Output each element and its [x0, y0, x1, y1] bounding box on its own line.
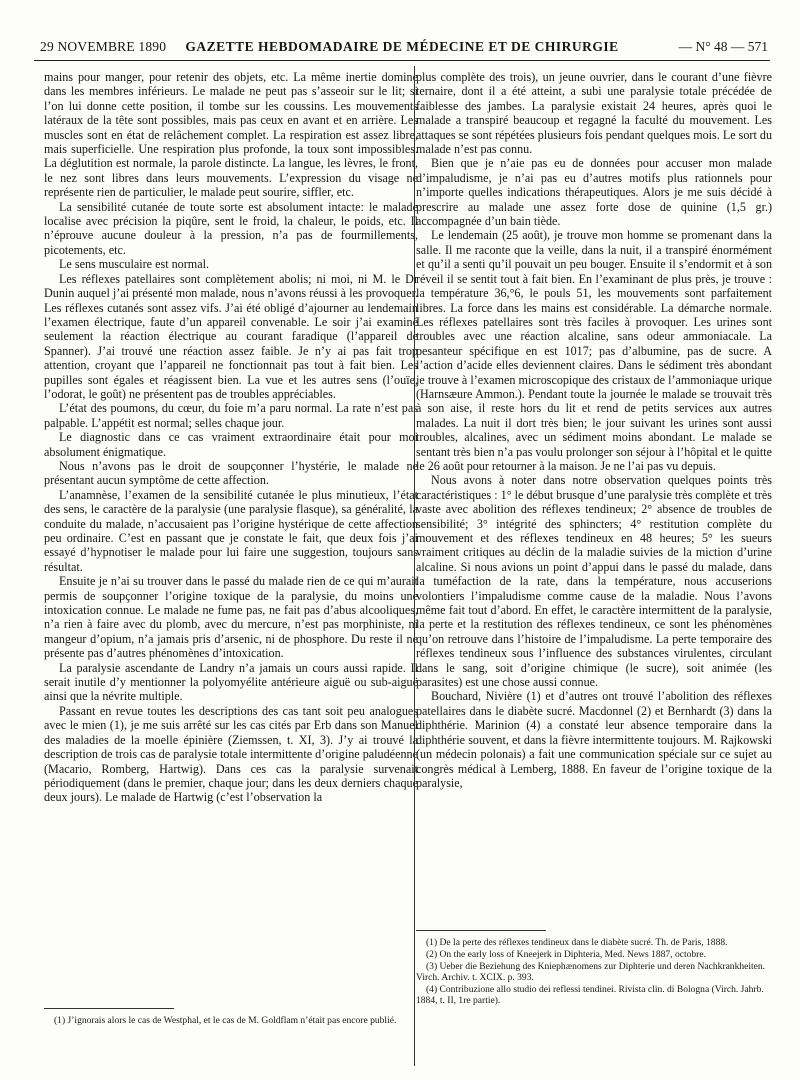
footnote: (1) De la perte des réflexes tendineux dans le diabète sucré. Th. de Paris, 1888. — [426, 937, 728, 948]
paragraph: Le diagnostic dans ce cas vraiment extraordinaire était pour moi absolument énigmatique. — [44, 430, 418, 459]
footnote: (4) Contribuzione allo studio dei reflessi tendinei. Rivista clin. di Bologna (Virch. Jahrb. 1884, t. II, 1re partie). — [416, 984, 764, 1006]
footnote: (1) J’ignorais alors le cas de Westphal, et le cas de M. Goldflam n’était pas encore publié. — [54, 1015, 397, 1026]
footnote: (3) Ueber die Beziehung des Kniephænomens zur Diphterie und deren Nachkrankheiten. Virch. Archiv. t. XCIX. p. 393. — [416, 961, 766, 983]
issue-number: — N° 48 — 571 — [678, 39, 768, 54]
left-column — [44, 70, 418, 1026]
paragraph: Ensuite je n’ai su trouver dans le passé du malade rien de ce qui m’aurait permis de soupçonner l’origine toxique de la paralysie, du moins une intoxication connue. Le malade ne fume pas, ne fait pas d’abus alcooliques, n’a rien à faire avec du plomb, avec du mercure, n’est pas morphiniste, ni mangeur d’opium, n’a jamais pris d’arsenic, ni de phosphore. Du reste il ne présente pas d’autres phénomènes d’intoxication. — [44, 574, 418, 661]
footnote-divider — [416, 930, 546, 931]
issue-date: 29 NOVEMBRE 1890 — [40, 39, 167, 54]
paragraph: Nous avons à noter dans notre observation quelques points très caractéristiques : 1° le début brusque d’une paralysie très complète et très vaste avec abolition des réflexes tendineux; 2° absence de troubles de sensibilité; 3° intégrité des sphincters; 4° restitution complète du mouvement et des réflexes tendineux en 48 heures; 5° les sueurs vraiment critiques au déclin de la maladie suivies de la miction d’urine alcaline. Si nous avions un point d’appui dans le passé du malade, dans la tuméfaction de la rate, dans la température, nous accuserions volontiers l’impaludisme comme cause de la maladie. Nous l’avons même fait tout d’abord. En effet, le caractère intermittent de la paralysie, la perte et la restitution des réflexes tendineux, ce sont les phénomènes qu’on retrouve dans l’histoire de l’impaludisme. La perte temporaire des réflexes tendineux sous l’influence des substances virulentes, circulant dans le sang, soit d’origine chimique (le sucre), soit animée (les parasites) est une chose aussi connue. — [416, 473, 772, 690]
paragraph: Nous n’avons pas le droit de soupçonner l’hystérie, le malade ne présentant aucun symptôme de cette affection. — [44, 458, 418, 488]
left-footnotes — [44, 1000, 418, 1026]
article-columns — [34, 70, 770, 1066]
footnote: (2) On the early loss of Kneejerk in Diphteria, Med. News 1887, octobre. — [426, 949, 706, 960]
paragraph: plus complète des trois), un jeune ouvrier, dans le courant d’une fièvre ternaire, dont il a été atteint, a subi une paralysie totale précédée de faiblesse des jambes. La paralysie existait 24 heures, après quoi le malade a transpiré beaucoup et regagné la faculté du mouvement. Les attaques se sont répétées plusieurs fois pendant quelques mois. Le sort du malade n’est pas connu. — [416, 70, 772, 157]
paragraph: mains pour manger, pour retenir des objets, etc. La même inertie domine dans les membres inférieurs. Le malade ne peut pas s’asseoir sur le lit; si l’on lui donne cette position, il tombe sur les coussins. Les mouvements latéraux de la tête sont possibles, mais pas ceux en avant et en arrière. Les muscles sont en état de relâchement complet. La respiration est assez libre, mais superficielle. Une respiration plus profonde, la toux sont impossibles. La déglutition est normale, la parole distincte. La langue, les lèvres, le front, le nez sont libres dans leurs mouvements. L’expression du visage ne représente rien de particulier, le malade peut sourire, siffler, etc. — [44, 70, 418, 200]
paragraph: L’anamnèse, l’examen de la sensibilité cutanée le plus minutieux, l’état des sens, le caractère de la paralysie (une paralysie flasque), sa généralité, la conduite du malade, n’accusaient pas l’origine hystérique de cette affection peu ordinaire. C’est en passant que je constate le fait, que deux fois j’ai essayé d’hypnotiser le malade pour lui faire une suggestion, toujours sans résultat. — [44, 487, 418, 574]
right-column — [416, 70, 772, 1006]
paragraph: Passant en revue toutes les descriptions des cas tant soit peu analogues avec le mien (1), je me suis arrêté sur les cas cités par Erb dans son Manuel des maladies de la moelle épinière (Ziemssen, t. XI, 3). J’y ai trouvé la description de trois cas de paralysie totale intermittente d’origine paludéenne (Macario, Romberg, Hartwig). Dans ces cas la paralysie survenait périodiquement (dans le premier, chaque jour; dans les deux derniers chaque deux jours). Le malade de Hartwig (c’est l’observation la — [44, 703, 418, 805]
journal-title: GAZETTE HEBDOMADAIRE DE MÉDECINE ET DE CHIRURGIE — [185, 39, 619, 54]
paragraph: Les réflexes patellaires sont complètement abolis; ni moi, ni M. le Dr Dunin auquel j’ai présenté mon malade, nous n’avons réussi à les provoquer. Les réflexes cutanés sont assez vifs. J’ai été obligé d’ajourner au lendemain l’examen électrique, faute d’un appareil convenable. Le soir j’ai examiné seulement la réaction électrique au courant faradique (l’appareil de Spanner). J’ai trouvé une réaction assez faible. Je n’y ai pas fait trop attention, croyant que l’appareil ne fonctionnait pas tout à fait bien. Les pupilles sont égales et réagissent bien. La vue et les autres sens (l’ouïe, l’odorat, le goût) ne présentent pas de troubles appréciables. — [44, 271, 418, 401]
column-divider — [414, 66, 415, 1066]
paragraph: La sensibilité cutanée de toute sorte est absolument intacte: le malade localise avec précision la piqûre, sent le froid, la chaleur, le poids, etc. Il n’éprouve aucune douleur à la pression, n’a pas de fourmillements, picotements, etc. — [44, 199, 418, 257]
paragraph: Le sens musculaire est normal. — [59, 257, 210, 272]
paragraph: Le lendemain (25 août), je trouve mon homme se promenant dans la salle. Il me raconte que la veille, dans la nuit, il a transpiré énormément et qu’il a senti qu’il pouvait un peu bouger. Ensuite il s’endormit et à son réveil il se sentit tout à fait bien. En l’examinant de plus près, je trouve : la température 36,°6, le pouls 51, les mouvements sont parfaitement libres. La force dans les mains est considérable. La démarche normale. Les réflexes patellaires sont très faciles à provoquer. Les urines sont troubles avec une réaction alcaline, sans odeur ammoniacale. La pesanteur spécifique en est 1017; pas d’albumine, pas de sucre. A l’action d’acide elles deviennent claires. Dans le sédiment très abondant je trouve à l’examen microscopique des cristaux de l’ammoniaque urique (Harnsæure Ammon.). Pendant toute la journée le malade se trouvait très à son aise, il reste hors du lit et rend de petits services aux autres malades. La nuit il dort très bien; le jour suivant les urines sont aussi troubles, alcalines, avec un sédiment moins abondant. Le malade se sentant très bien n’a pas voulu prolonger son séjour à l’hôpital et le quitte le 26 août pour retourner à la maison. Je ne l’ai pas vu depuis. — [416, 228, 772, 473]
footnote-divider — [44, 1008, 174, 1009]
page-header — [34, 38, 770, 61]
paragraph: Bien que je n’aie pas eu de données pour accuser mon malade d’impaludisme, je n’ai pas eu d’autres motifs plus rationnels pour n’importe quelles indications thérapeutiques. Alors je me suis décidé à prescrire au malade une assez forte dose de quinine (1,5 gr.) accompagnée d’un bain tiède. — [416, 156, 772, 229]
paragraph: L’état des poumons, du cœur, du foie m’a paru normal. La rate n’est pas palpable. L’appétit est normal; selles chaque jour. — [44, 401, 418, 430]
right-footnotes — [416, 922, 772, 1007]
paragraph: La paralysie ascendante de Landry n’a jamais un cours aussi rapide. Il serait inutile d’y mentionner la polyomyélite antérieure aiguë ou sub-aiguë ainsi que la névrite multiple. — [44, 660, 418, 704]
paragraph: Bouchard, Nivière (1) et d’autres ont trouvé l’abolition des réflexes patellaires dans le diabète sucré. Macdonnel (2) et Bernhardt (3) dans la diphthérie. Marinion (4) a constaté leur absence temporaire dans la diphthérie souvent, et dans la fièvre intermittente toujours. M. Rajkowski (un médecin polonais) a fait une communication spéciale sur ce sujet au congrès médical à Lemberg, 1888. En faveur de l’origine toxique de la paralysie, — [416, 689, 772, 790]
